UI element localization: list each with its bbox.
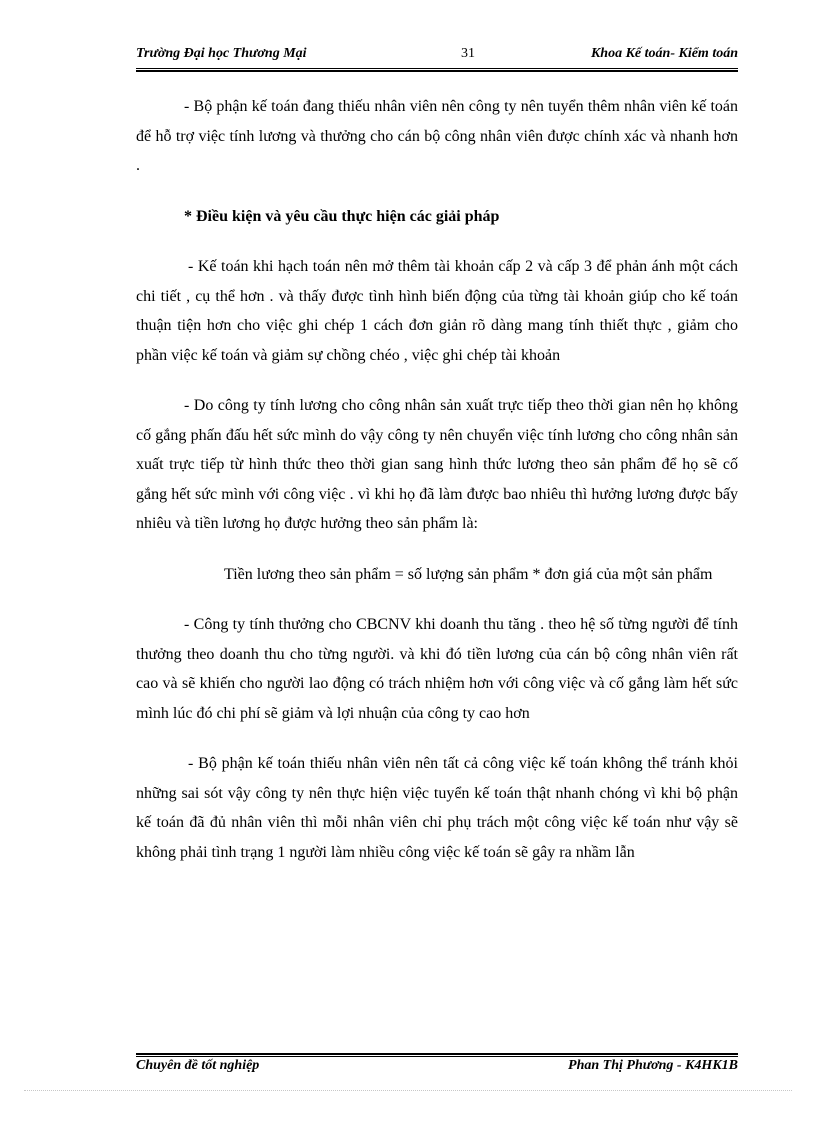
paragraph-3: - Do công ty tính lương cho công nhân sản xuất trực tiếp theo thời gian nên họ không cố gắng phấn đấu hết sức mình do vậy công ty nên chuyển việc tính lương cho công nhân sản xuất trực tiếp từ hình thức theo thời gian sang hình thức lương theo sản phẩm để họ sẽ cố gắng hết sức mình với công việc . vì khi họ đã làm được bao nhiêu thì hưởng lương được bấy nhiêu và tiền lương họ được hưởng theo sản phẩm là:: [136, 397, 738, 532]
section-heading: * Điều kiện và yêu cầu thực hiện các giải pháp: [184, 207, 500, 225]
header-university: Trường Đại học Thương Mại: [136, 46, 307, 61]
paragraph-5: - Bộ phận kế toán thiếu nhân viên nên tất cả công việc kế toán không thể tránh khỏi những sai sót vậy công ty nên thực hiện việc tuyển kế toán thật nhanh chóng vì khi bộ phận kế toán đã đủ nhân viên thì mỗi nhân viên chỉ phụ trách một công việc kế toán như vậy sẽ không phải tình trạng 1 người làm nhiều công việc kế toán sẽ gây ra nhầm lẫn: [136, 755, 738, 861]
header-divider: [136, 68, 738, 72]
page-bottom-border: [24, 1090, 792, 1091]
page-header: [136, 46, 738, 70]
document-body: [136, 92, 738, 867]
footer-author: Phan Thị Phương - K4HK1B: [568, 1058, 738, 1073]
footer-title: Chuyên đề tốt nghiệp: [136, 1058, 260, 1073]
paragraph-2: - Kế toán khi hạch toán nên mở thêm tài khoản cấp 2 và cấp 3 để phản ánh một cách chi tiết , cụ thể hơn . và thấy được tình hình biến động của từng tài khoản giúp cho kế toán thuận tiện hơn cho việc ghi chép 1 cách đơn giản rõ dàng mang tính thiết thực , giảm cho phần việc kế toán và giảm sự chồng chéo , việc ghi chép tài khoản: [136, 258, 738, 364]
page-footer: [136, 1058, 738, 1080]
paragraph-4: - Công ty tính thưởng cho CBCNV khi doanh thu tăng . theo hệ số từng người để tính thưởng theo doanh thu cho từng người. và khi đó tiền lương của cán bộ công nhân viên rất cao và sẽ khiến cho người lao động có trách nhiệm hơn với công việc và cố gắng làm hết sức mình lúc đó chi phí sẽ giảm và lợi nhuận của công ty cao hơn: [136, 616, 738, 722]
footer-divider: [136, 1053, 738, 1057]
paragraph-1: - Bộ phận kế toán đang thiếu nhân viên nên công ty nên tuyển thêm nhân viên kế toán để hỗ trợ việc tính lương và thưởng cho cán bộ công nhân viên được chính xác và nhanh hơn .: [136, 98, 738, 174]
page-number: 31: [461, 46, 475, 61]
header-faculty: Khoa Kế toán- Kiểm toán: [590, 46, 738, 61]
formula-line: Tiền lương theo sản phẩm = số lượng sản phẩm * đơn giá của một sản phẩm: [224, 565, 713, 583]
